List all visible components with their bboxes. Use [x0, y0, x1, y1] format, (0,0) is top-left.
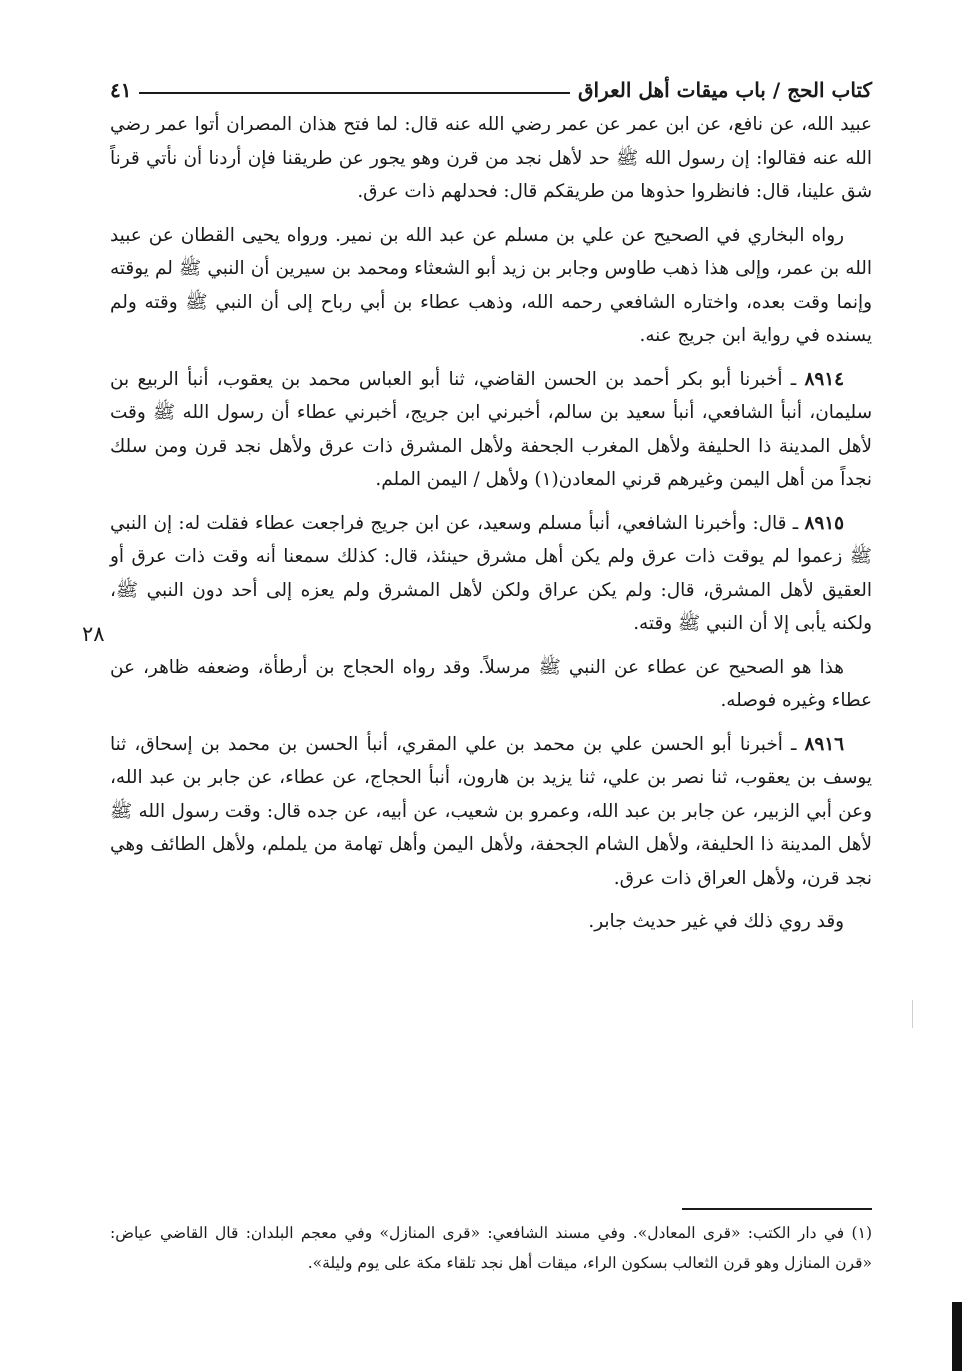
paragraph — [110, 651, 872, 718]
header-title: كتاب الحج / باب ميقات أهل العراق — [578, 78, 872, 102]
paragraph — [110, 905, 872, 939]
paragraph-text: هذا هو الصحيح عن عطاء عن النبي ﷺ مرسلاً. وقد رواه الحجاج بن أرطأة، وضعفه ظاهر، عن عطاء وغيره فوصله. — [110, 656, 872, 711]
paragraph-text: رواه البخاري في الصحيح عن علي بن مسلم عن عبد الله بن نمير. ورواه يحيى القطان عن عبيد الله بن عمر، وإلى هذا ذهب طاوس وجابر بن زيد أبو الشعثاء ومحمد بن سيرين أن النبي ﷺ لم يوقته وإنما وقت بعده، واختاره الشافعي رحمه الله، وذهب عطاء بن أبي رباح إلى أن النبي ﷺ وقته ولم يسنده في رواية ابن جريج عنه. — [110, 224, 872, 346]
hadith-paragraph — [110, 728, 872, 896]
paragraph — [110, 108, 872, 209]
page-number: ٤١ — [110, 78, 132, 102]
hadith-paragraph — [110, 507, 872, 641]
hadith-paragraph — [110, 363, 872, 497]
body-text — [110, 108, 872, 939]
hadith-number: ٨٩١٤ — [804, 368, 844, 390]
margin-page-number: ٢٨ — [82, 622, 105, 646]
paragraph-text: ـ قال: وأخبرنا الشافعي، أنبأ مسلم وسعيد، عن ابن جريج فراجعت عطاء فقلت له: إن النبي ﷺ زعموا لم يوقت ذات عرق ولم يكن أهل مشرق حينئذ، قال: كذلك سمعنا أنه وقت ذات عرق أو العقيق لأهل المشرق، قال: ولم يكن عراق ولكن لأهل المشرق ولم يعزه إلى أحد دون النبي ﷺ، ولكنه يأبى إلا أن النبي ﷺ وقته. — [110, 512, 872, 634]
footnote-rule — [682, 1208, 872, 1210]
paragraph-text: عبيد الله، عن نافع، عن ابن عمر عن عمر رضي الله عنه قال: لما فتح هذان المصران أتوا عمر رضي الله عنه فقالوا: إن رسول الله ﷺ حد لأهل نجد من قرن وهو يجور عن طريقنا فإن أردنا أن نأتي قرناً شق علينا، قال: فانظروا حذوها من طريقكم قال: فحدلهم ذات عرق. — [110, 114, 872, 202]
hadith-number: ٨٩١٥ — [804, 512, 844, 534]
page-content — [110, 60, 872, 949]
paragraph — [110, 219, 872, 353]
scan-edge-mark — [952, 1302, 962, 1371]
header-rule — [139, 92, 570, 94]
hadith-number: ٨٩١٦ — [804, 733, 844, 755]
running-header — [110, 60, 872, 102]
paragraph-text: ـ أخبرنا أبو بكر أحمد بن الحسن القاضي، ثنا أبو العباس محمد بن يعقوب، أنبأ الربيع بن سليمان، أنبأ الشافعي، أنبأ سعيد بن سالم، أخبرني ابن جريج، أخبرني عطاء أن رسول الله ﷺ وقت لأهل المدينة ذا الحليفة ولأهل المغرب الجحفة ولأهل المشرق ذات عرق ولأهل نجد قرن ومن سلك نجداً من أهل اليمن وغيرهم قرني المعادن(١) ولأهل / اليمن الملم. — [110, 368, 872, 490]
paragraph-text: وقد روي ذلك في غير حديث جابر. — [588, 911, 844, 932]
scan-artifact — [912, 1000, 913, 1028]
paragraph-text: ـ أخبرنا أبو الحسن علي بن محمد بن علي المقري، أنبأ الحسن بن محمد بن إسحاق، ثنا يوسف بن يعقوب، ثنا نصر بن علي، ثنا يزيد بن هارون، أنبأ الحجاج، عن عطاء، عن جابر بن عبد الله، وعن أبي الزبير، عن جابر بن عبد الله، وعمرو بن شعيب، عن أبيه، عن جده قال: وقت رسول الله ﷺ لأهل المدينة ذا الحليفة، ولأهل الشام الجحفة، ولأهل اليمن وأهل تهامة من يلملم، ولأهل الطائف وهي نجد قرن، ولأهل العراق ذات عرق. — [110, 733, 872, 889]
footnote: (١) في دار الكتب: «قرى المعادل». وفي مسند الشافعي: «قرى المنازل» وفي معجم البلدان: قال القاضي عياض: «قرن المنازل وهو قرن الثعالب بسكون الراء، ميقات أهل نجد تلقاء مكة على يوم وليلة». — [110, 1224, 872, 1272]
